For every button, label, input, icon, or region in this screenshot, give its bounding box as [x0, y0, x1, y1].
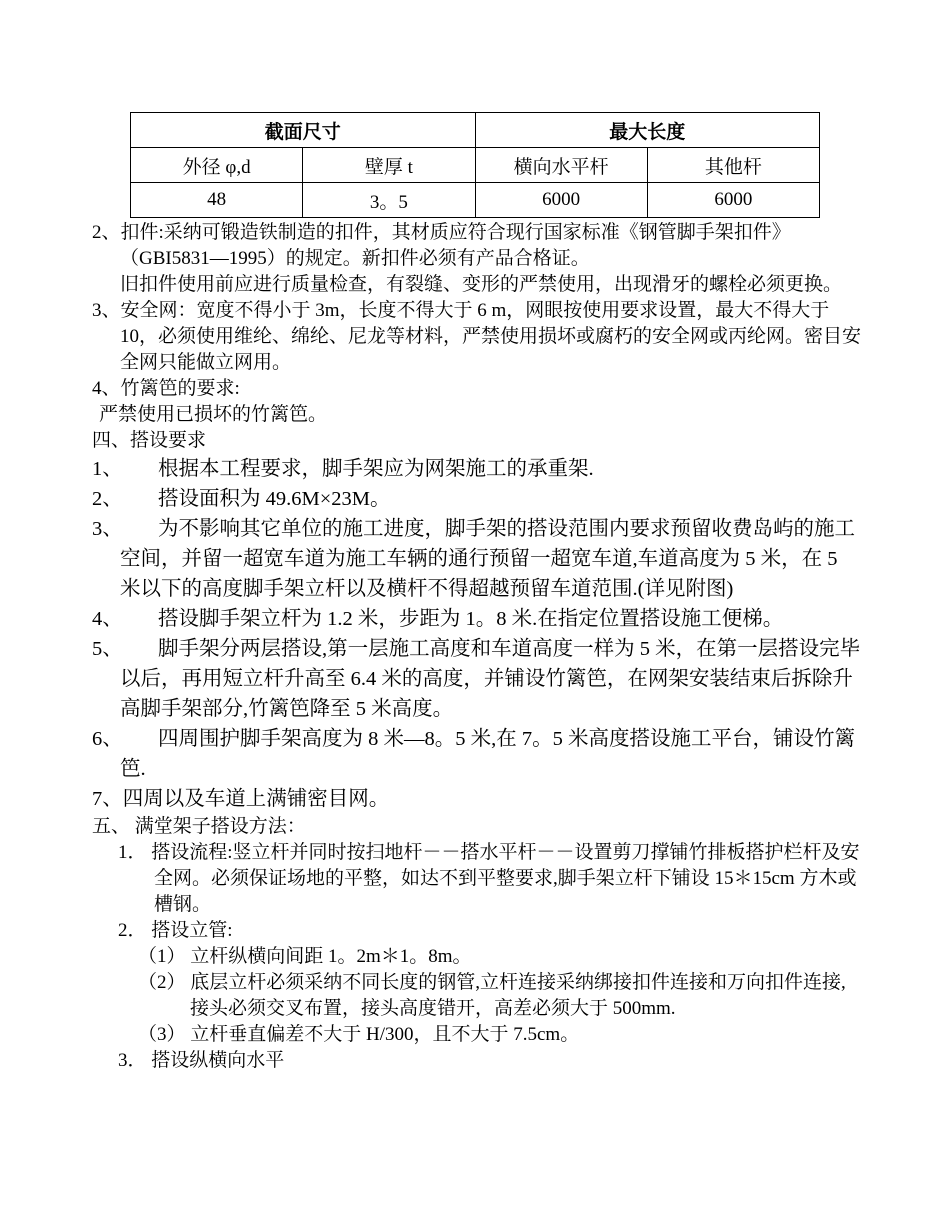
- table-cell: 6000: [475, 183, 647, 218]
- list-text: 脚手架分两层搭设,第一层施工高度和车道高度一样为 5 米，在第一层搭设完毕以后，再用短立杆升高至 6.4 米的高度，并铺设竹篱笆，在网架安装结束后拆除升高脚手架部分,竹篱笆降至 5 米高度。: [120, 638, 861, 720]
- table-subheader-row: [131, 148, 820, 183]
- list-text: 根据本工程要求，脚手架应为网架施工的承重架.: [158, 458, 594, 480]
- list-number: 3、: [92, 518, 123, 540]
- spec-table: [130, 112, 820, 218]
- list-number: 4、: [92, 608, 123, 630]
- list-item: [92, 514, 862, 604]
- list-item: [92, 634, 862, 724]
- list-item: [92, 604, 862, 634]
- paragraph: 严禁使用已损坏的竹篱笆。: [99, 404, 328, 425]
- table-cell: 6000: [647, 183, 819, 218]
- table-cell: 48: [131, 183, 303, 218]
- list-item: [92, 724, 862, 784]
- list-number: 6、: [92, 728, 123, 750]
- list-item: 7、四周以及车道上满铺密目网。: [92, 788, 390, 810]
- document-body: [92, 220, 862, 1074]
- list-text: 为不影响其它单位的施工进度，脚手架的搭设范围内要求预留收费岛屿的施工空间，并留一超宽车道为施工车辆的通行预留一超宽车道,车道高度为 5 米，在 5 米以下的高度脚手架立杆以及横杆不得超越预留车道范围.(详见附图): [120, 518, 855, 600]
- list-text: 四周围护脚手架高度为 8 米—8。5 米,在 7。5 米高度搭设施工平台，铺设竹篱笆.: [120, 728, 855, 780]
- table-cell: 壁厚 t: [303, 148, 475, 183]
- table-header-cell: 最大长度: [475, 113, 820, 148]
- table-cell: 外径 φ,d: [131, 148, 303, 183]
- section-heading: 五、 满堂架子搭设方法：: [92, 816, 306, 837]
- list-item: 3． 搭设纵横向水平: [118, 1050, 285, 1071]
- sub-list-item: （3） 立杆垂直偏差不大于 H/300，且不大于 7.5cm。: [138, 1024, 580, 1045]
- table-header-row: [131, 113, 820, 148]
- section-heading: 四、搭设要求: [92, 430, 207, 451]
- table-cell: 横向水平杆: [475, 148, 647, 183]
- paragraph: 旧扣件使用前应进行质量检查，有裂缝、变形的严禁使用，出现滑牙的螺栓必须更换。: [120, 274, 843, 295]
- list-text: 搭设面积为 49.6M×23M。: [158, 488, 391, 510]
- list-number: 1、: [92, 458, 123, 480]
- table-cell: 其他杆: [647, 148, 819, 183]
- table-cell: 3。5: [303, 183, 475, 218]
- list-item: 1． 搭设流程:竖立杆并同时按扫地杆－－搭水平杆－－设置剪刀撑铺竹排板搭护栏杆及安全网。必须保证场地的平整，如达不到平整要求,脚手架立杆下铺设 15＊15cm 方木或槽钢。: [118, 842, 860, 915]
- paragraph: 2、扣件:采纳可锻造铁制造的扣件，其材质应符合现行国家标准《钢管脚手架扣件》（GBI5831—1995）的规定。新扣件必须有产品合格证。: [92, 222, 791, 269]
- table-row: [131, 183, 820, 218]
- sub-list-item: （1） 立杆纵横向间距 1。2m＊1。8m。: [138, 946, 472, 967]
- list-text: 搭设脚手架立杆为 1.2 米，步距为 1。8 米.在指定位置搭设施工便梯。: [158, 608, 784, 630]
- list-number: 5、: [92, 638, 123, 660]
- list-item: [92, 454, 862, 484]
- list-item: 2． 搭设立管:: [118, 920, 233, 941]
- paragraph: 4、竹篱笆的要求:: [92, 378, 240, 399]
- table-header-cell: 截面尺寸: [131, 113, 476, 148]
- list-number: 2、: [92, 488, 123, 510]
- list-item: [92, 484, 862, 514]
- sub-list-item: （2） 底层立杆必须采纳不同长度的钢管,立杆连接采纳绑接扣件连接和万向扣件连接,接头必须交叉布置，接头高度错开，高差必须大于 500mm.: [138, 972, 846, 1019]
- paragraph: 3、安全网：宽度不得小于 3m，长度不得大于 6 m，网眼按使用要求设置，最大不得大于 10，必须使用维纶、绵纶、尼龙等材料，严禁使用损坏或腐朽的安全网或丙纶网。密目安全网只能做立网用。: [92, 300, 862, 373]
